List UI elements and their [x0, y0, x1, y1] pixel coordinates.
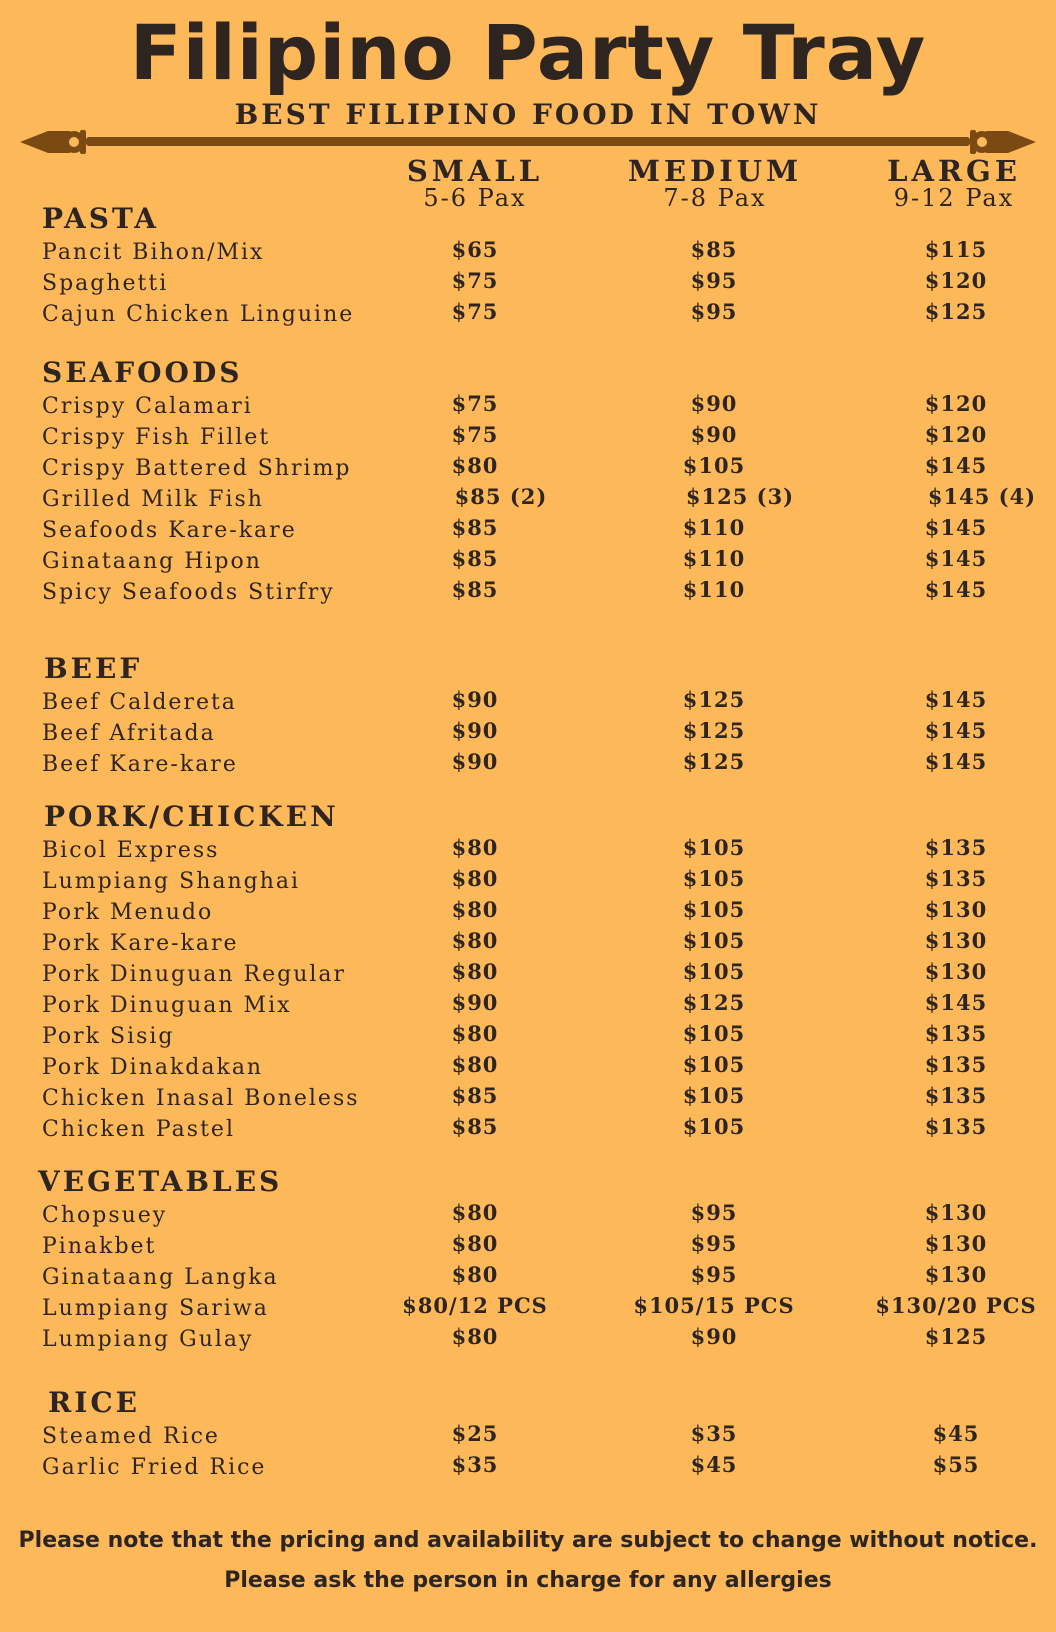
menu-item-name: Pancit Bihon/Mix — [42, 240, 265, 265]
menu-item-name: Pork Sisig — [42, 1024, 175, 1049]
menu-item-price: $105 — [682, 1021, 746, 1046]
section-heading: VEGETABLES — [38, 1165, 283, 1198]
section-heading: BEEF — [44, 652, 143, 685]
menu-item-price: $135 — [924, 1021, 988, 1046]
menu-item-name: Chicken Pastel — [42, 1117, 235, 1142]
menu-item-name: Lumpiang Gulay — [42, 1327, 254, 1352]
menu-item-name: Beef Caldereta — [42, 690, 237, 715]
menu-item-price: $80 — [451, 1231, 499, 1256]
menu-item-price: $120 — [924, 391, 988, 416]
menu-item-price: $105 — [682, 1052, 746, 1077]
menu-item-price: $105/15 PCS — [633, 1293, 795, 1318]
menu-item-price: $85 — [451, 1083, 499, 1108]
menu-item-price: $145 — [924, 577, 988, 602]
menu-item-price: $135 — [924, 866, 988, 891]
menu-item-name: Pork Dinuguan Mix — [42, 993, 292, 1018]
menu-item-price: $135 — [924, 1114, 988, 1139]
menu-item-price: $145 (4) — [927, 484, 1037, 509]
menu-item-price: $145 — [924, 453, 988, 478]
allergy-note: Please ask the person in charge for any allergies — [224, 1568, 832, 1593]
menu-item-price: $105 — [682, 1083, 746, 1108]
column-pax-label: 7-8 Pax — [663, 184, 767, 212]
menu-item-name: Crispy Battered Shrimp — [42, 456, 352, 481]
section-heading: PASTA — [42, 202, 159, 235]
menu-item-price: $85 (2) — [454, 484, 548, 509]
menu-item-price: $130 — [924, 1200, 988, 1225]
menu-item-name: Bicol Express — [42, 838, 220, 863]
menu-item-price: $130 — [924, 959, 988, 984]
menu-item-price: $145 — [924, 546, 988, 571]
menu-item-price: $25 — [451, 1421, 499, 1446]
menu-item-price: $80 — [451, 1021, 499, 1046]
menu-item-price: $145 — [924, 718, 988, 743]
menu-item-price: $75 — [451, 391, 499, 416]
menu-item-price: $125 — [924, 1324, 988, 1349]
pricing-note: Please note that the pricing and availability are subject to change without notice. — [18, 1528, 1038, 1553]
menu-item-price: $105 — [682, 959, 746, 984]
menu-item-price: $130 — [924, 1262, 988, 1287]
menu-item-name: Grilled Milk Fish — [42, 487, 264, 512]
menu-item-price: $90 — [690, 391, 738, 416]
column-header-medium — [595, 156, 835, 210]
page-subtitle: BEST FILIPINO FOOD IN TOWN — [234, 98, 822, 131]
menu-item-price: $90 — [451, 687, 499, 712]
menu-item-name: Pork Dinakdakan — [42, 1055, 264, 1080]
menu-item-price: $120 — [924, 268, 988, 293]
menu-item-name: Pork Kare-kare — [42, 931, 239, 956]
menu-item-price: $130 — [924, 928, 988, 953]
column-size-label: SMALL — [406, 154, 544, 188]
menu-item-price: $145 — [924, 687, 988, 712]
menu-item-name: Pinakbet — [42, 1234, 157, 1259]
menu-item-name: Beef Kare-kare — [42, 752, 238, 777]
menu-item-price: $130/20 PCS — [875, 1293, 1037, 1318]
menu-item-name: Crispy Calamari — [42, 394, 253, 419]
menu-item-price: $80 — [451, 897, 499, 922]
menu-item-name: Ginataang Langka — [42, 1265, 279, 1290]
menu-item-price: $45 — [932, 1421, 980, 1446]
menu-item-price: $105 — [682, 897, 746, 922]
menu-item-price: $135 — [924, 835, 988, 860]
menu-item-price: $80 — [451, 959, 499, 984]
menu-item-price: $95 — [690, 1262, 738, 1287]
menu-item-price: $115 — [924, 237, 988, 262]
menu-item-name: Lumpiang Sariwa — [42, 1296, 269, 1321]
menu-item-price: $45 — [690, 1452, 738, 1477]
menu-item-price: $130 — [924, 1231, 988, 1256]
menu-item-price: $65 — [451, 237, 499, 262]
menu-item-price: $85 — [451, 546, 499, 571]
menu-item-name: Chopsuey — [42, 1203, 168, 1228]
section-heading: RICE — [48, 1386, 140, 1419]
menu-item-price: $95 — [690, 268, 738, 293]
page-title: Filipino Party Tray — [129, 8, 927, 97]
menu-item-name: Pork Dinuguan Regular — [42, 962, 347, 987]
column-header-small — [355, 156, 595, 210]
menu-item-name: Garlic Fried Rice — [42, 1455, 267, 1480]
menu-item-name: Steamed Rice — [42, 1424, 220, 1449]
menu-item-price: $125 (3) — [685, 484, 795, 509]
menu-item-price: $55 — [932, 1452, 980, 1477]
menu-item-price: $85 — [451, 1114, 499, 1139]
menu-item-name: Seafoods Kare-kare — [42, 518, 297, 543]
menu-item-name: Chicken Inasal Boneless — [42, 1086, 360, 1111]
menu-item-name: Spaghetti — [42, 271, 169, 296]
menu-item-price: $125 — [682, 990, 746, 1015]
menu-item-price: $90 — [451, 749, 499, 774]
menu-item-price: $95 — [690, 1231, 738, 1256]
column-size-label: LARGE — [887, 154, 1021, 188]
menu-item-price: $145 — [924, 515, 988, 540]
menu-item-price: $80 — [451, 866, 499, 891]
menu-item-price: $105 — [682, 866, 746, 891]
menu-item-price: $80 — [451, 1262, 499, 1287]
menu-item-price: $105 — [682, 453, 746, 478]
menu-item-price: $90 — [451, 990, 499, 1015]
menu-item-price: $110 — [682, 515, 746, 540]
menu-item-price: $80/12 PCS — [402, 1293, 548, 1318]
menu-item-price: $95 — [690, 1200, 738, 1225]
menu-item-price: $80 — [451, 835, 499, 860]
menu-item-name: Crispy Fish Fillet — [42, 425, 271, 450]
menu-item-price: $80 — [451, 1324, 499, 1349]
column-pax-label: 9-12 Pax — [893, 184, 1015, 212]
menu-item-price: $75 — [451, 422, 499, 447]
menu-item-name: Cajun Chicken Linguine — [42, 302, 355, 327]
menu-item-price: $35 — [690, 1421, 738, 1446]
menu-item-price: $85 — [451, 577, 499, 602]
menu-item-name: Beef Afritada — [42, 721, 216, 746]
menu-item-price: $125 — [682, 687, 746, 712]
menu-item-price: $110 — [682, 546, 746, 571]
menu-item-price: $35 — [451, 1452, 499, 1477]
menu-item-price: $125 — [682, 718, 746, 743]
menu-item-name: Ginataang Hipon — [42, 549, 262, 574]
menu-item-price: $125 — [924, 299, 988, 324]
menu-item-price: $105 — [682, 928, 746, 953]
menu-item-price: $125 — [682, 749, 746, 774]
menu-item-name: Pork Menudo — [42, 900, 214, 925]
menu-item-name: Lumpiang Shanghai — [42, 869, 301, 894]
menu-item-price: $75 — [451, 268, 499, 293]
menu-item-name: Spicy Seafoods Stirfry — [42, 580, 335, 605]
menu-item-price: $105 — [682, 1114, 746, 1139]
menu-item-price: $85 — [451, 515, 499, 540]
menu-item-price: $130 — [924, 897, 988, 922]
menu-item-price: $80 — [451, 928, 499, 953]
menu-item-price: $90 — [451, 718, 499, 743]
menu-item-price: $80 — [451, 1200, 499, 1225]
menu-item-price: $135 — [924, 1052, 988, 1077]
menu-item-price: $135 — [924, 1083, 988, 1108]
menu-item-price: $120 — [924, 422, 988, 447]
section-heading: SEAFOODS — [42, 356, 243, 389]
menu-item-price: $110 — [682, 577, 746, 602]
menu-item-price: $75 — [451, 299, 499, 324]
menu-item-price: $95 — [690, 299, 738, 324]
menu-item-price: $105 — [682, 835, 746, 860]
menu-item-price: $90 — [690, 422, 738, 447]
menu-item-price: $80 — [451, 453, 499, 478]
menu-item-price: $85 — [690, 237, 738, 262]
menu-item-price: $145 — [924, 990, 988, 1015]
column-size-label: MEDIUM — [627, 154, 803, 188]
column-pax-label: 5-6 Pax — [423, 184, 527, 212]
column-header-large — [834, 156, 1056, 210]
menu-item-price: $90 — [690, 1324, 738, 1349]
menu-item-price: $80 — [451, 1052, 499, 1077]
section-heading: PORK/CHICKEN — [44, 800, 339, 833]
menu-item-price: $145 — [924, 749, 988, 774]
